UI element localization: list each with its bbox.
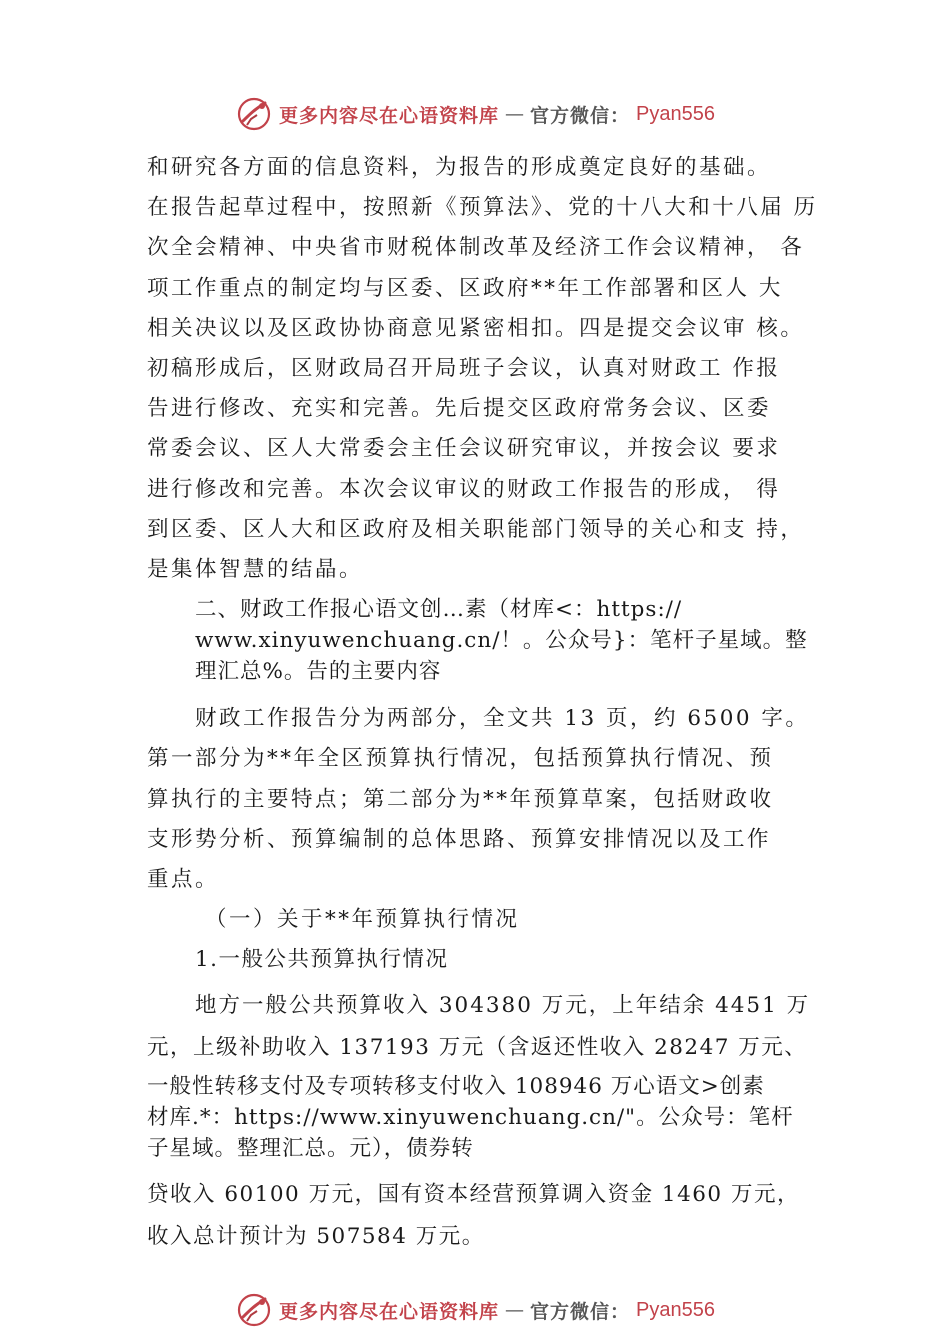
- text-line: 财政工作报告分为两部分，全文共 13 页，约 6500 字。: [195, 706, 810, 732]
- text-line: 是集体智慧的结晶。: [147, 557, 364, 583]
- text-line: 到区委、区人大和区政府及相关职能部门领导的关心和支 持，: [147, 516, 805, 542]
- section-heading-two: 理汇总%。告的主要内容: [195, 659, 442, 685]
- text-line: 项工作重点的制定均与区委、区政府**年工作部署和区人 大: [147, 275, 783, 301]
- banner-wechat-label: 官方微信：: [530, 104, 631, 127]
- text-line: 一般性转移支付及专项转移支付收入 108946 万心语文>创素: [147, 1073, 765, 1099]
- text-line: 子星域。整理汇总。元），债券转: [147, 1135, 474, 1161]
- text-line: 告进行修改、充实和完善。先后提交区政府常务会议、区委: [147, 396, 772, 422]
- banner-title: 更多内容尽在心语资料库: [279, 104, 500, 127]
- text-line: 收入总计预计为 507584 万元。: [147, 1223, 485, 1249]
- header-banner: [0, 92, 950, 136]
- section-heading-two: 二、财政工作报心语文创…素（材库<：https://: [195, 597, 683, 623]
- text-line: 第一部分为**年全区预算执行情况，包括预算执行情况、预: [147, 746, 774, 772]
- text-line: 地方一般公共预算收入 304380 万元，上年结余 4451 万: [195, 992, 811, 1018]
- section-heading-two: www.xinyuwenchuang.cn/！。公众号}：笔杆子星域。整: [195, 628, 808, 654]
- text-line: 初稿形成后，区财政局召开局班子会议，认真对财政工 作报: [147, 356, 781, 382]
- banner-wechat-id: Pyan556: [636, 102, 715, 125]
- banner-wechat-label: 官方微信：: [530, 1300, 631, 1323]
- text-line: 支形势分析、预算编制的总体思路、预算安排情况以及工作: [147, 826, 772, 852]
- banner-dash: —: [505, 103, 525, 125]
- text-line: 元，上级补助收入 137193 万元（含返还性收入 28247 万元、: [147, 1034, 808, 1060]
- document-body: [147, 148, 847, 1258]
- brand-logo-icon: [235, 1291, 273, 1329]
- footer-banner: [0, 1288, 950, 1332]
- subheading: 1.一般公共预算执行情况: [195, 947, 449, 973]
- text-line: 重点。: [147, 867, 220, 893]
- text-line: 材库.*：https://www.xinyuwenchuang.cn/"。公众号：笔杆: [147, 1104, 794, 1130]
- brand-logo-icon: [235, 95, 273, 133]
- banner-dash: —: [505, 1299, 525, 1321]
- text-line: 和研究各方面的信息资料，为报告的形成奠定良好的基础。: [147, 155, 772, 180]
- text-line: 在报告起草过程中，按照新《预算法》、党的十八大和十八届 历: [147, 195, 818, 221]
- text-line: 贷收入 60100 万元，国有资本经营预算调入资金 1460 万元，: [147, 1181, 800, 1207]
- text-line: 相关决议以及区政协协商意见紧密相扣。四是提交会议审 核。: [147, 315, 805, 341]
- text-line: 算执行的主要特点；第二部分为**年预算草案，包括财政收: [147, 786, 774, 812]
- banner-title: 更多内容尽在心语资料库: [279, 1300, 500, 1323]
- text-line: 常委会议、区人大常委会主任会议研究审议，并按会议 要求: [147, 436, 781, 462]
- banner-wechat-id: Pyan556: [636, 1298, 715, 1321]
- subheading: （一）关于**年预算执行情况: [205, 907, 520, 933]
- text-line: 进行修改和完善。本次会议审议的财政工作报告的形成， 得: [147, 476, 781, 502]
- text-line: 次全会精神、中央省市财税体制改革及经济工作会议精神， 各: [147, 235, 805, 261]
